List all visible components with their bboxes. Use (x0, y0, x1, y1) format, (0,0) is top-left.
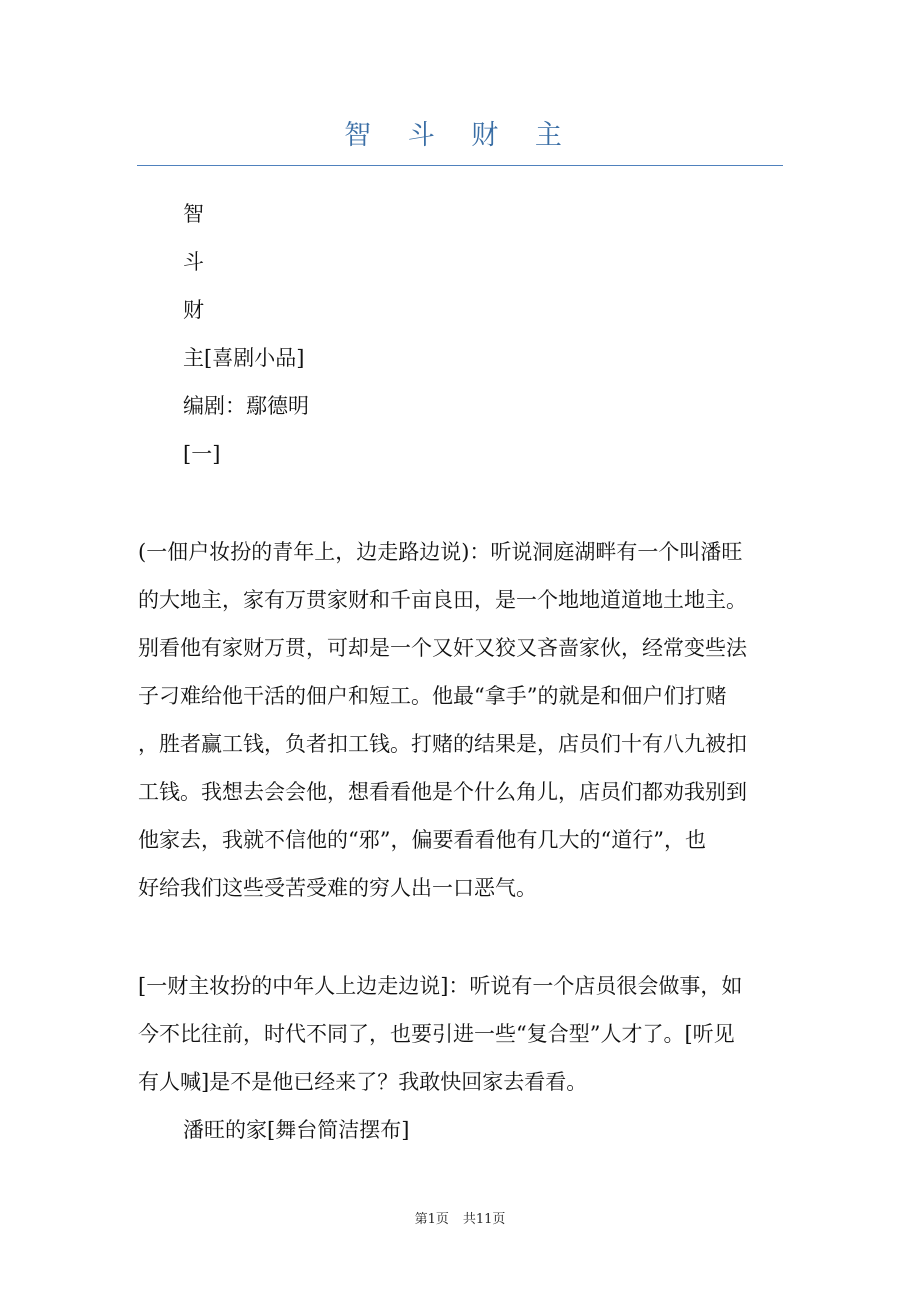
paragraph-line: 子刁难给他干活的佃户和短工。他最“拿手”的就是和佃户们打赌 (138, 684, 727, 708)
paragraph-line: (一佃户妆扮的青年上，边走路边说)：听说洞庭湖畔有一个叫潘旺 (138, 540, 743, 564)
page-footer (0, 1208, 920, 1227)
paragraph-line: 有人喊]是不是他已经来了？我敢快回家去看看。 (138, 1070, 588, 1094)
title-divider (137, 165, 783, 166)
heading-line: 主[喜剧小品] (183, 346, 305, 370)
heading-line: 智 (183, 202, 204, 226)
author-line: 编剧：鄢德明 (183, 394, 309, 418)
page-number: 第1页 (414, 1212, 449, 1227)
paragraph-line: [一财主妆扮的中年人上边走边说]：听说有一个店员很会做事，如 (138, 974, 743, 998)
paragraph-line: 他家去，我就不信他的“邪”，偏要看看他有几大的“道行”，也 (138, 828, 706, 852)
scene-direction: 潘旺的家[舞台简洁摆布] (183, 1118, 410, 1142)
heading-line: 财 (183, 298, 204, 322)
heading-line: 斗 (183, 250, 204, 274)
paragraph-line: 的大地主，家有万贯家财和千亩良田，是一个地地道道地土地主。 (138, 588, 747, 612)
section-marker: [一] (183, 442, 221, 466)
paragraph-line: 别看他有家财万贯，可却是一个又奸又狡又吝啬家伙，经常变些法 (138, 636, 747, 660)
paragraph-line: ，胜者赢工钱，负者扣工钱。打赌的结果是，店员们十有八九被扣 (138, 732, 747, 756)
page-total: 共11页 (462, 1212, 506, 1227)
paragraph-line: 工钱。我想去会会他，想看看他是个什么角儿，店员们都劝我别到 (138, 780, 747, 804)
paragraph-line: 今不比往前，时代不同了，也要引进一些“复合型”人才了。[听见 (138, 1022, 735, 1046)
paragraph-line: 好给我们这些受苦受难的穷人出一口恶气。 (138, 876, 537, 900)
document-title: 智 斗 财 主 (344, 120, 576, 151)
